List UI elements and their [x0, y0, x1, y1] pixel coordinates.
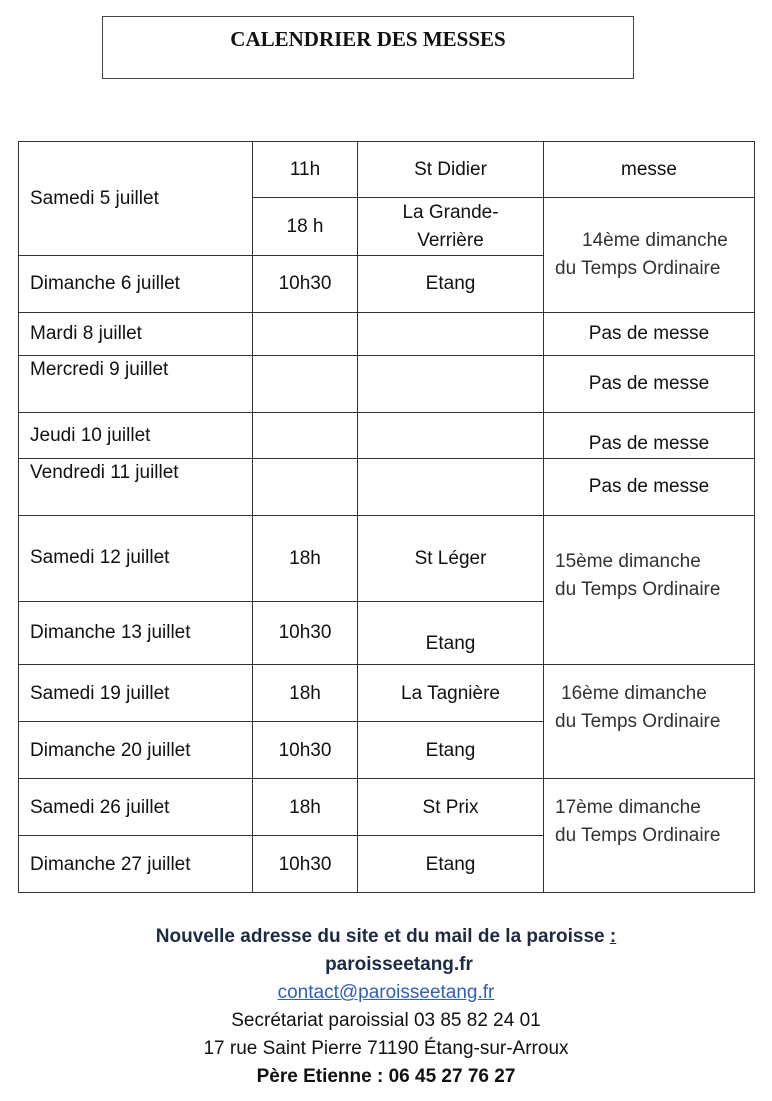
table-row-date: Jeudi 10 juillet [30, 425, 151, 446]
table-row-time: 11h [289, 159, 321, 180]
sunday-label-line2: du Temps Ordinaire [555, 711, 721, 732]
table-row-date: Mercredi 9 juillet [30, 359, 169, 380]
parish-address: 17 rue Saint Pierre 71190 Étang-sur-Arroux [203, 1038, 569, 1059]
table-row-time: 10h30 [278, 273, 332, 294]
table-row-place: Etang [425, 633, 476, 654]
sunday-label-line2: du Temps Ordinaire [555, 258, 721, 279]
table-row-note: Pas de messe [588, 323, 710, 344]
table-row-place: La Tagnière [401, 683, 500, 704]
table-row-time: 18h [289, 797, 321, 818]
table-row-note: Pas de messe [588, 373, 710, 394]
table-row-note: Pas de messe [588, 476, 710, 497]
secretariat-phone: Secrétariat paroissial 03 85 82 24 01 [231, 1010, 541, 1031]
sunday-label-line2: du Temps Ordinaire [555, 825, 721, 846]
table-row-time: 18 h [286, 216, 324, 237]
table-row-time: 18h [289, 548, 321, 569]
table-row-time: 18h [289, 683, 321, 704]
table-row-date: Dimanche 20 juillet [30, 740, 191, 761]
table-row-date: Samedi 26 juillet [30, 797, 170, 818]
sunday-label-line1: 16ème dimanche [561, 683, 707, 704]
parish-email-container [0, 979, 772, 1007]
sunday-label-line1: 14ème dimanche [582, 230, 728, 251]
table-row-place: Etang [425, 273, 476, 294]
table-row-date: Dimanche 27 juillet [30, 854, 191, 875]
footer-heading-text: Nouvelle adresse du site et du mail de la paroisse [155, 926, 605, 947]
footer-heading-colon: : [609, 926, 617, 947]
table-row-date: Vendredi 11 juillet [30, 462, 179, 483]
table-row-place: Etang [425, 740, 476, 761]
table-row-place: St Prix [422, 797, 479, 818]
table-row-date: Dimanche 13 juillet [30, 622, 191, 643]
sunday-label-line2: du Temps Ordinaire [555, 579, 721, 600]
table-row-time: 10h30 [278, 740, 332, 761]
table-row-date: Samedi 5 juillet [30, 188, 159, 209]
parish-site: paroisseetang.fr [325, 954, 473, 975]
table-row-place: Etang [425, 854, 476, 875]
table-row-time: 10h30 [278, 854, 332, 875]
table-row-place: Verrière [417, 230, 484, 251]
page-title: CALENDRIER DES MESSES [230, 27, 506, 51]
table-row-place: La Grande- [402, 202, 499, 223]
table-row-date: Samedi 12 juillet [30, 547, 170, 568]
sunday-label-line1: 17ème dimanche [555, 797, 701, 818]
table-row-note: Pas de messe [588, 433, 710, 454]
priest-phone: Père Etienne : 06 45 27 76 27 [256, 1066, 516, 1087]
table-row-date: Dimanche 6 juillet [30, 273, 180, 294]
title-box [102, 16, 634, 79]
table-row-place: St Didier [414, 159, 487, 180]
table-row-date: Samedi 19 juillet [30, 683, 170, 704]
parish-email-link[interactable]: contact@paroisseetang.fr [277, 982, 495, 1003]
sunday-label-line1: 15ème dimanche [555, 551, 701, 572]
table-row-place: St Léger [414, 548, 487, 569]
table-row-time: 10h30 [278, 622, 332, 643]
table-row-note: messe [621, 159, 677, 180]
table-row-date: Mardi 8 juillet [30, 323, 142, 344]
footer-heading [0, 923, 772, 951]
